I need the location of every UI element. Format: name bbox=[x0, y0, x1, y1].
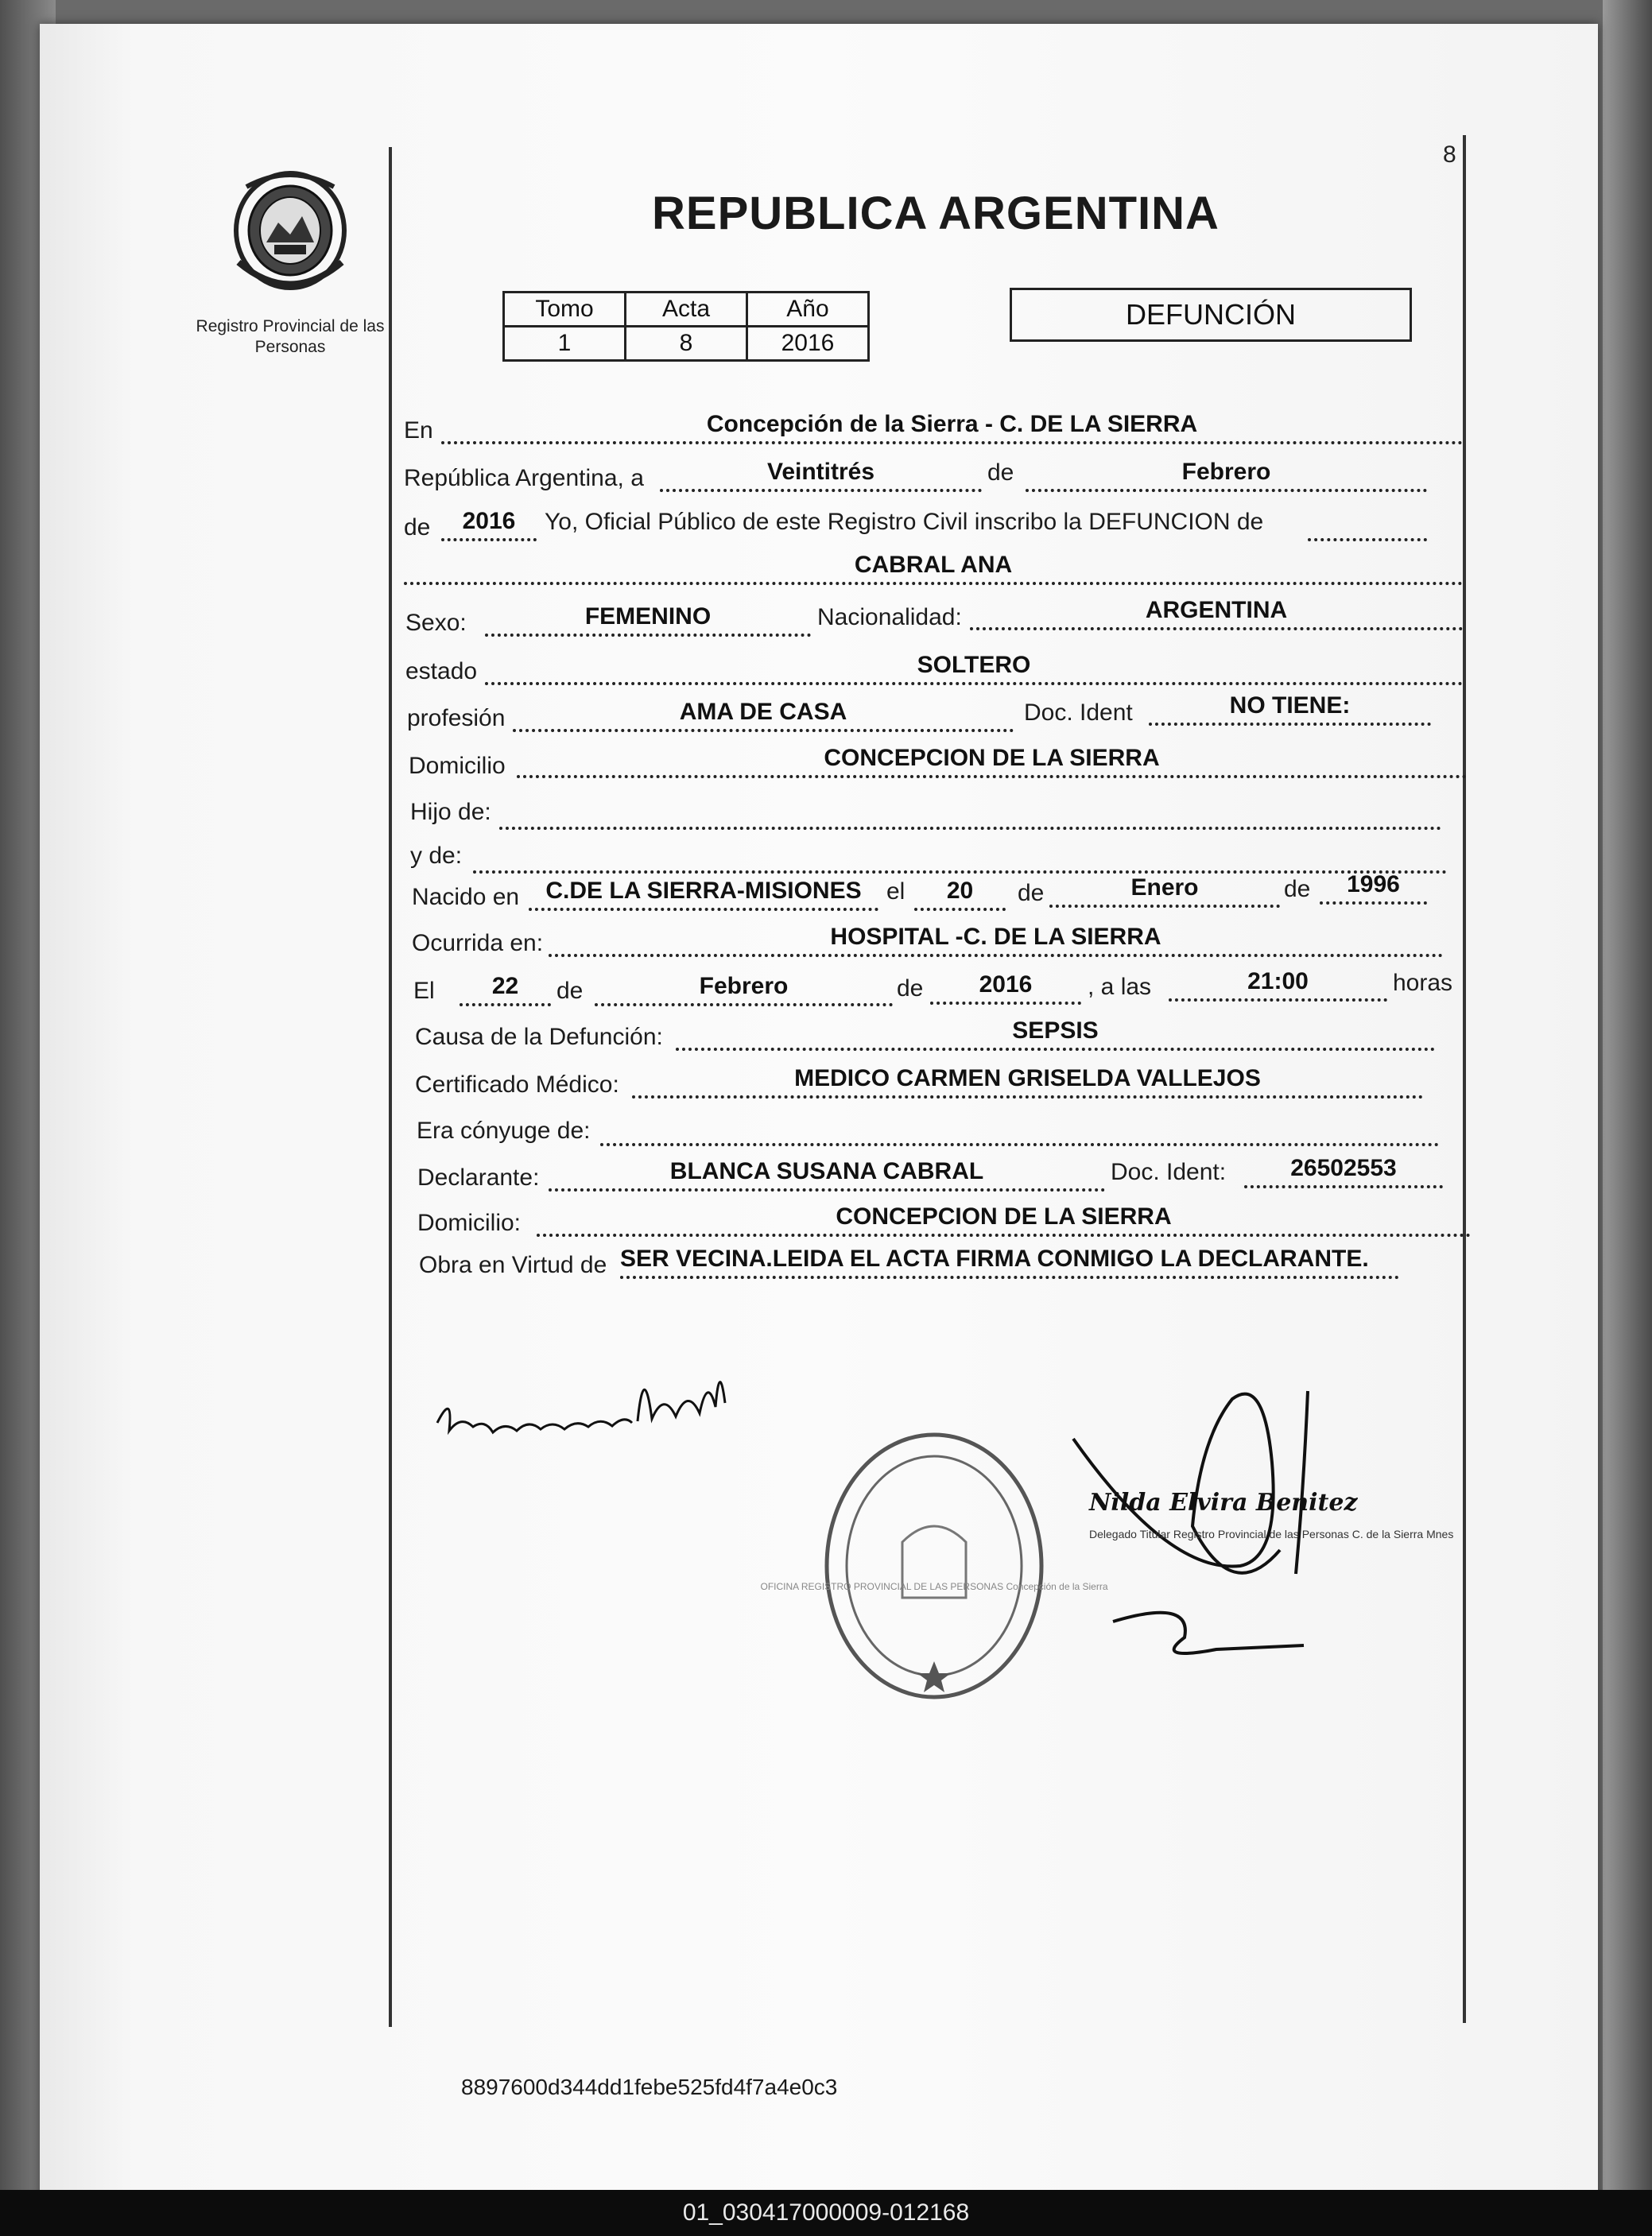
declarant-signature-icon bbox=[429, 1343, 731, 1471]
row-deceased bbox=[0, 550, 1652, 590]
field-day: Veintitrés bbox=[660, 457, 982, 492]
label-certificado: Certificado Médico: bbox=[415, 1071, 619, 1098]
register-header-tomo: Tomo bbox=[504, 293, 626, 327]
field-declarant-doc: 26502553 bbox=[1244, 1153, 1443, 1188]
row-ocurrida bbox=[0, 922, 1652, 962]
row-death-date bbox=[0, 968, 1652, 1011]
label-de-6: de bbox=[897, 975, 924, 1002]
footer-bar bbox=[0, 2190, 1652, 2236]
official-signature-icon bbox=[1073, 1367, 1454, 1669]
field-occurred-at: HOSPITAL -C. DE LA SIERRA bbox=[549, 922, 1443, 957]
label-profesion: profesión bbox=[407, 705, 506, 731]
footer-id: 01_030417000009-012168 bbox=[682, 2199, 970, 2226]
row-hijo-de bbox=[0, 795, 1652, 835]
label-obra: Obra en Virtud de bbox=[419, 1252, 607, 1278]
field-death-year: 2016 bbox=[930, 970, 1081, 1005]
label-sexo: Sexo: bbox=[405, 610, 467, 636]
register-header-ano: Año bbox=[747, 293, 869, 327]
label-domicilio-declarant: Domicilio: bbox=[417, 1210, 522, 1236]
field-and-of bbox=[473, 839, 1447, 874]
record-type-box: DEFUNCIÓN bbox=[1010, 288, 1412, 342]
field-deceased-name: CABRAL ANA bbox=[404, 550, 1463, 585]
label-hijo-de: Hijo de: bbox=[410, 799, 491, 825]
label-en: En bbox=[404, 417, 433, 444]
register-value-acta: 8 bbox=[626, 327, 747, 361]
register-value-row bbox=[504, 327, 869, 361]
register-value-tomo: 1 bbox=[504, 327, 626, 361]
label-doc-ident: Doc. Ident bbox=[1024, 699, 1133, 726]
row-place bbox=[0, 409, 1652, 449]
label-de-5: de bbox=[556, 978, 584, 1004]
field-birth-place: C.DE LA SIERRA-MISIONES bbox=[529, 876, 878, 911]
field-profession: AMA DE CASA bbox=[513, 697, 1014, 732]
label-a-las: , a las bbox=[1088, 974, 1152, 1000]
row-sex bbox=[0, 597, 1652, 641]
document-title: REPUBLICA ARGENTINA bbox=[652, 188, 1220, 239]
field-cause: SEPSIS bbox=[676, 1016, 1435, 1051]
field-death-time: 21:00 bbox=[1169, 967, 1387, 1002]
official-name: Nilda Elvira Benitez bbox=[1089, 1489, 1358, 1517]
label-de-3: de bbox=[1018, 880, 1045, 906]
row-causa bbox=[0, 1016, 1652, 1056]
field-birth-month: Enero bbox=[1049, 873, 1280, 908]
row-domicilio bbox=[0, 743, 1652, 783]
row-obra bbox=[0, 1244, 1652, 1284]
label-estado: estado bbox=[405, 658, 478, 684]
stamp-text: OFICINA REGISTRO PROVINCIAL DE LAS PERSONAS Concepción de la Sierra bbox=[760, 1581, 1108, 1592]
label-domicilio: Domicilio bbox=[409, 753, 506, 779]
label-horas: horas bbox=[1393, 970, 1453, 996]
field-birth-year: 1996 bbox=[1320, 870, 1427, 905]
field-place: Concepción de la Sierra - C. DE LA SIERRA bbox=[441, 409, 1463, 444]
register-table bbox=[502, 291, 870, 362]
row-profesion bbox=[0, 692, 1652, 737]
register-header-row bbox=[504, 293, 869, 327]
row-certificado bbox=[0, 1064, 1652, 1103]
official-title: Delegado Titular Registro Provincial de las Personas C. de la Sierra Mnes bbox=[1089, 1528, 1454, 1540]
label-el-cap: El bbox=[413, 978, 435, 1004]
label-conyuge: Era cónyuge de: bbox=[417, 1118, 591, 1144]
page-number: 8 bbox=[1443, 141, 1456, 168]
label-nacido-en: Nacido en bbox=[412, 884, 520, 910]
row-date bbox=[0, 457, 1652, 497]
field-address: CONCEPCION DE LA SIERRA bbox=[517, 743, 1467, 778]
field-death-day: 22 bbox=[460, 971, 551, 1006]
label-causa: Causa de la Defunción: bbox=[415, 1024, 663, 1050]
field-sex: FEMENINO bbox=[485, 602, 811, 637]
row-declarante bbox=[0, 1157, 1652, 1196]
row-estado bbox=[0, 650, 1652, 690]
field-spouse bbox=[600, 1111, 1439, 1146]
row-domicilio-declarante bbox=[0, 1202, 1652, 1242]
registry-stamp-icon bbox=[760, 1423, 1108, 1709]
field-by-virtue-of: SER VECINA.LEIDA EL ACTA FIRMA CONMIGO LA DECLARANTE. bbox=[620, 1244, 1399, 1279]
field-month: Febrero bbox=[1026, 457, 1427, 492]
register-value-ano: 2016 bbox=[747, 327, 869, 361]
field-child-of bbox=[499, 795, 1441, 830]
label-de-4: de bbox=[1284, 876, 1311, 902]
label-declarante: Declarante: bbox=[417, 1165, 540, 1191]
organization-name: Registro Provincial de las Personas bbox=[196, 317, 385, 356]
label-nacionalidad: Nacionalidad: bbox=[817, 604, 962, 630]
field-nationality: ARGENTINA bbox=[970, 595, 1463, 630]
label-doc-ident-declarant: Doc. Ident: bbox=[1111, 1159, 1227, 1185]
field-declarant-address: CONCEPCION DE LA SIERRA bbox=[537, 1202, 1471, 1237]
label-y-de: y de: bbox=[410, 843, 463, 869]
field-birth-day: 20 bbox=[914, 876, 1006, 911]
row-year bbox=[0, 506, 1652, 546]
label-de-2: de bbox=[404, 514, 431, 541]
field-year: 2016 bbox=[441, 506, 537, 541]
declarant-signature-text: Blanca Susana Cabral bbox=[445, 1452, 572, 1466]
provincial-seal-icon bbox=[231, 167, 350, 302]
row-nacido bbox=[0, 871, 1652, 916]
field-doc-ident: NO TIENE: bbox=[1149, 691, 1431, 726]
document-hash: 8897600d344dd1febe525fd4f7a4e0c3 bbox=[461, 2075, 838, 2099]
register-header-acta: Acta bbox=[626, 293, 747, 327]
row-conyuge bbox=[0, 1111, 1652, 1151]
field-death-month: Febrero bbox=[595, 971, 893, 1006]
field-medical-certificate: MEDICO CARMEN GRISELDA VALLEJOS bbox=[632, 1064, 1423, 1099]
label-republica: República Argentina, a bbox=[404, 465, 644, 491]
field-year-trailing bbox=[1308, 506, 1427, 541]
field-declarant: BLANCA SUSANA CABRAL bbox=[549, 1157, 1105, 1192]
label-yo: Yo, Oficial Público de este Registro Civil inscribo la DEFUNCION de bbox=[545, 509, 1264, 535]
field-marital-status: SOLTERO bbox=[485, 650, 1463, 685]
label-de-1: de bbox=[987, 459, 1014, 486]
label-el: el bbox=[886, 878, 905, 905]
label-ocurrida-en: Ocurrida en: bbox=[412, 930, 544, 956]
